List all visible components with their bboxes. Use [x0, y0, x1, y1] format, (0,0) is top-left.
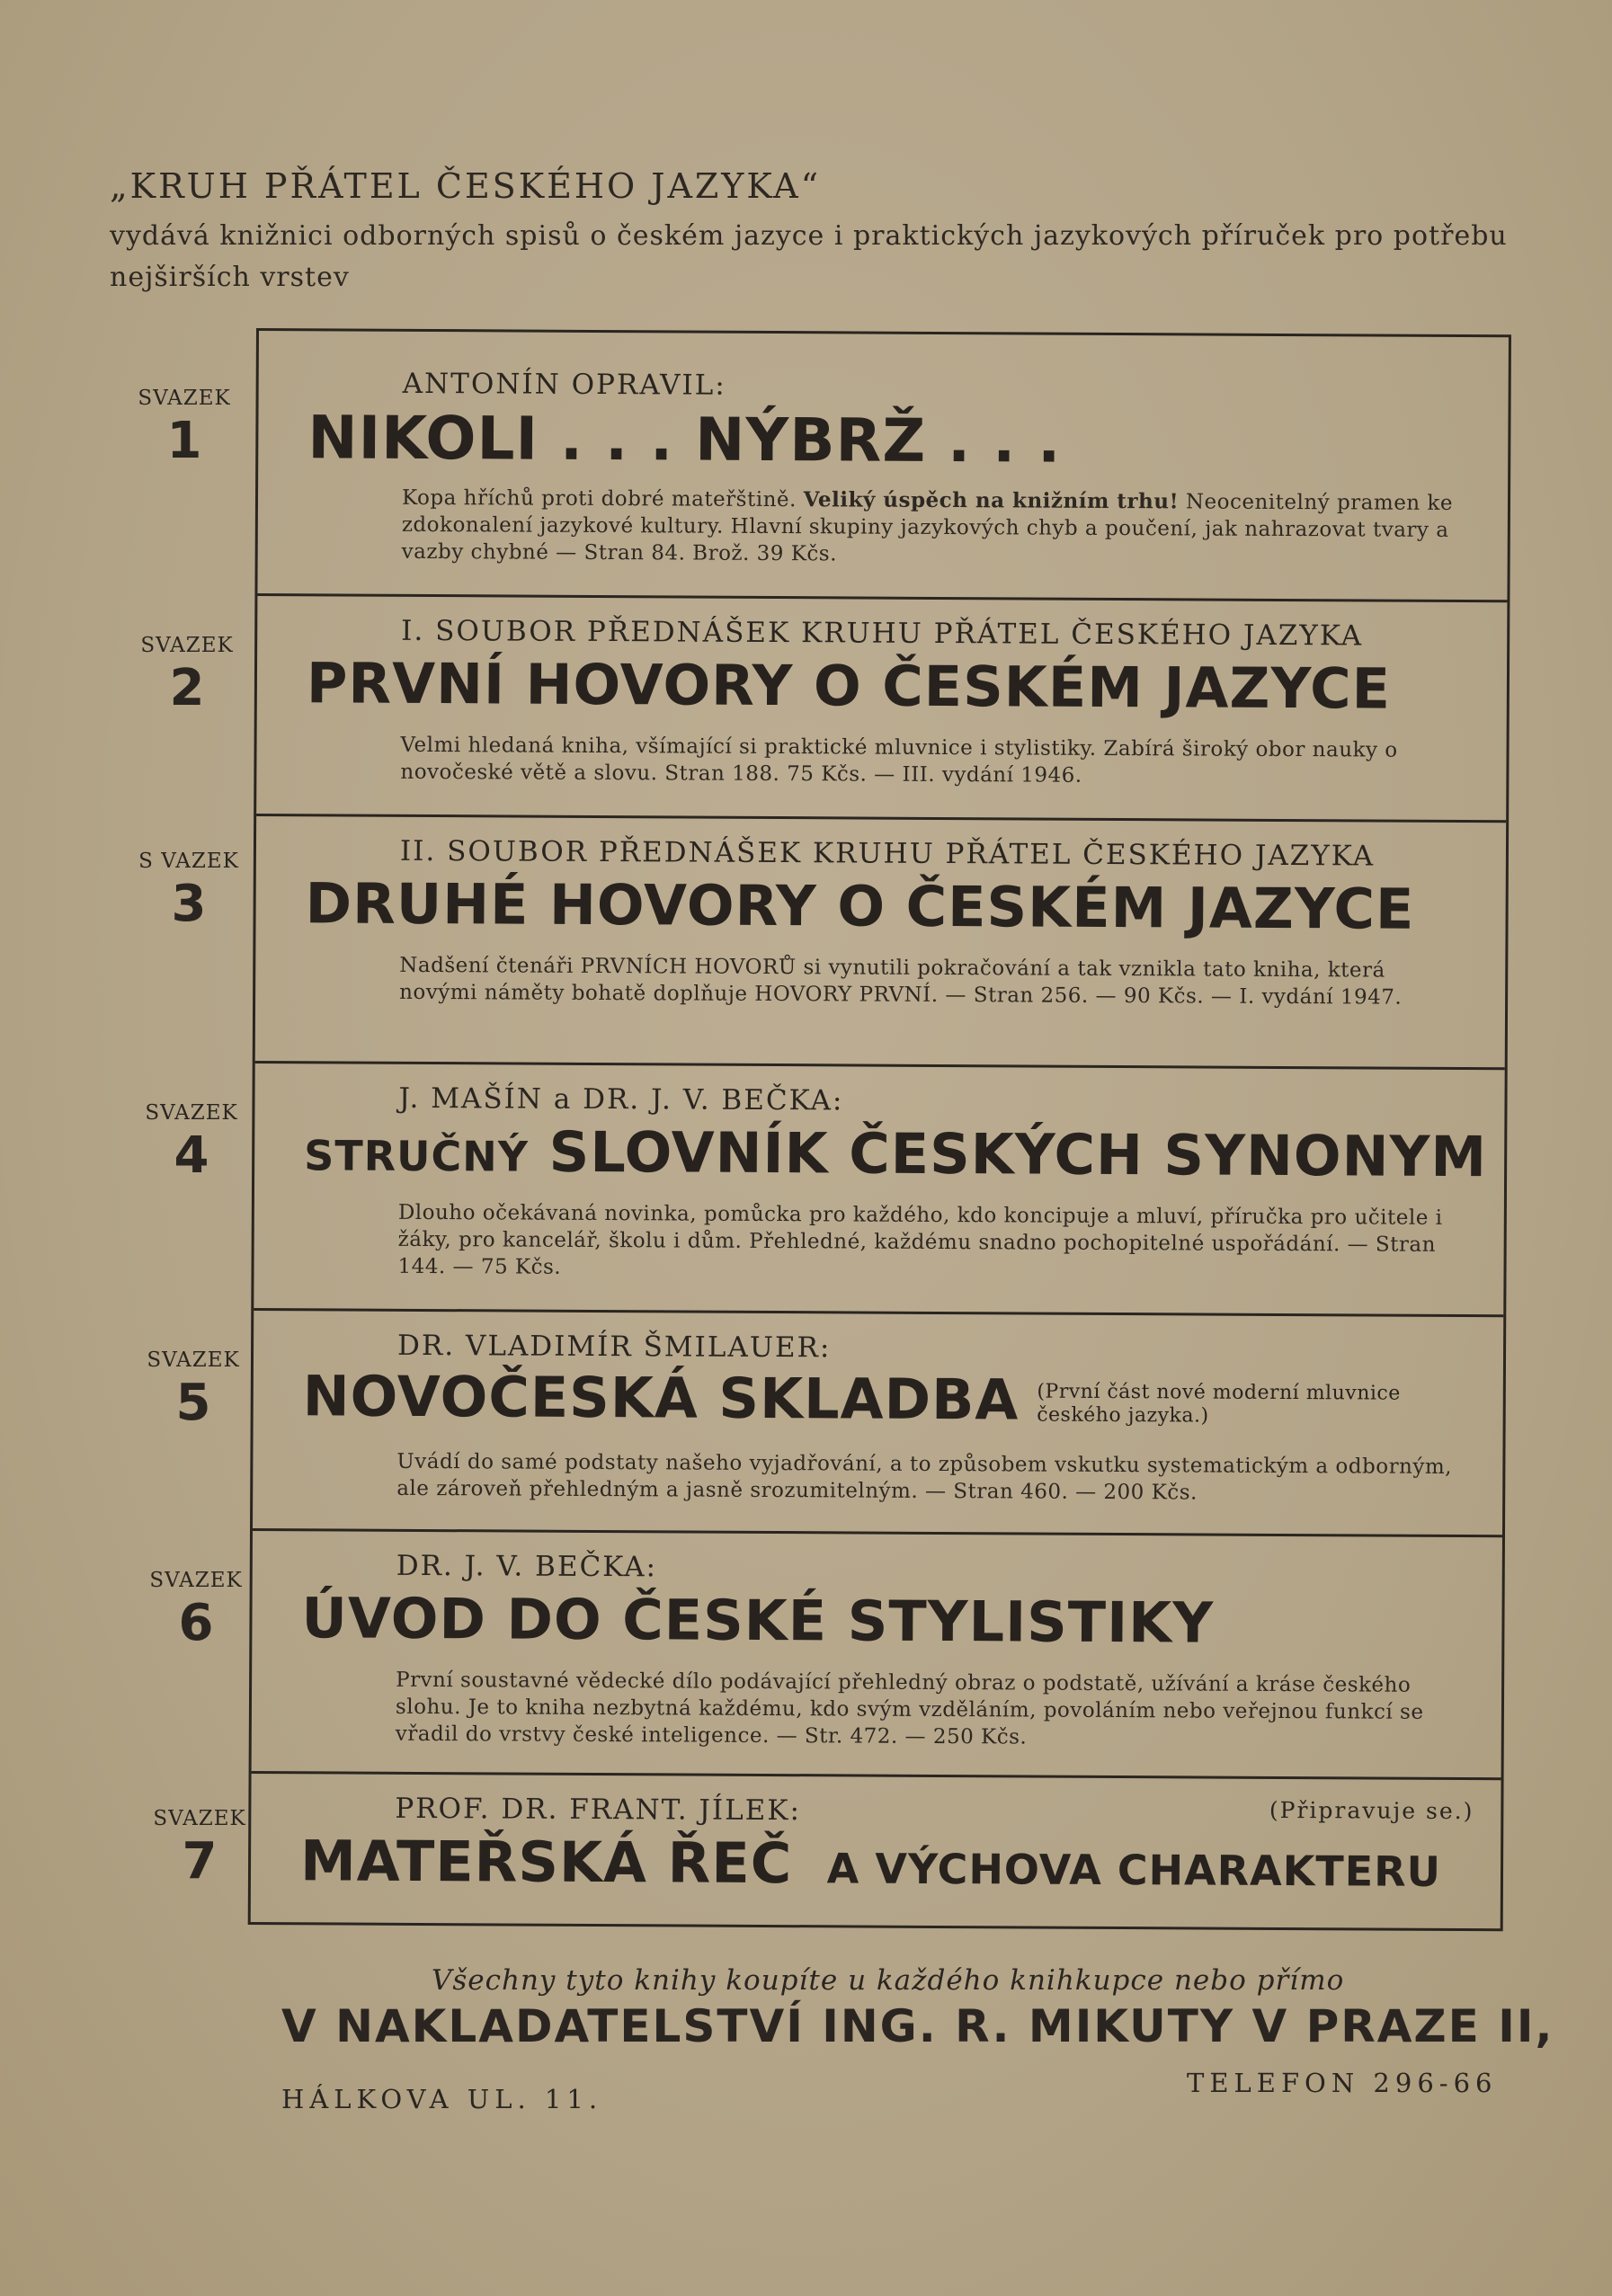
footer-note: Všechny tyto knihy koupíte u každého knihkupce nebo přímo: [432, 1964, 1345, 1997]
volume-label-text: SVAZEK: [153, 1807, 246, 1830]
volume-title: PRVNÍ HOVORY O ČESKÉM JAZYCE: [306, 650, 1392, 722]
volume-label-text: SVAZEK: [147, 1348, 240, 1372]
volume-entry-2: [256, 596, 1507, 823]
volume-entry-4: [254, 1063, 1504, 1317]
volume-label-text: SVAZEK: [140, 634, 234, 657]
footer-address: HÁLKOVA UL. 11.: [281, 2084, 603, 2114]
volume-title-main: NOVOČESKÁ SKLADBA: [302, 1363, 1020, 1433]
volume-label-1: [112, 387, 256, 470]
volume-label-5: [121, 1348, 265, 1432]
volume-description: První soustavné vědecké dílo podávající přehledný obraz o podstatě, užívání a kráse českého slohu. Je to kniha nezbytná každému, kdo svým vzděláním, povoláním nebo veřejnou funkcí se vřadil do vrstvy české inteligence. — Str. 472. — 250 Kčs.: [395, 1668, 1424, 1749]
volume-title-main: SLOVNÍK ČESKÝCH SYNONYM: [548, 1118, 1488, 1190]
footer-publisher: V NAKLADATELSTVÍ ING. R. MIKUTY V PRAZE II,: [281, 2000, 1554, 2052]
volume-author: I. SOUBOR PŘEDNÁŠEK KRUHU PŘÁTEL ČESKÉHO JAZYKA: [401, 614, 1364, 653]
volume-title-suffix: A VÝCHOVA CHARAKTERU: [826, 1844, 1442, 1896]
volume-label-4: [120, 1101, 263, 1185]
volume-description: Nadšení čtenáři PRVNÍCH HOVORŮ si vynutili pokračování a tak vznikla tato kniha, která novými náměty bohatě doplňuje HOVORY PRVNÍ. — Stran 256. — 90 Kčs. — I. vydání 1947.: [399, 953, 1403, 1010]
header-title: „KRUH PŘÁTEL ČESKÉHO JAZYKA“: [110, 166, 822, 206]
volume-number: 6: [178, 1594, 214, 1652]
volume-label-6: [124, 1569, 268, 1652]
volume-title-note: (První část nové moderní mluvnice českého jazyka.): [1037, 1380, 1401, 1428]
header-description: vydává knižnici odborných spisů o českém jazyce i praktických jazykových příruček pro potřebu nejširších vrstev: [110, 220, 1508, 293]
volume-label-text: SVAZEK: [138, 387, 231, 410]
volume-title: DRUHÉ HOVORY O ČESKÉM JAZYCE: [305, 870, 1415, 942]
volume-entry-5: [253, 1311, 1503, 1537]
volume-entry-7: [251, 1774, 1501, 1928]
volume-description: Uvádí do samé podstaty našeho vyjadřování, a to způsobem vskutku systematickým a odborným, ale zároveň přehledným a jasně srozumitelným. — Stran 460. — 200 Kčs.: [396, 1449, 1453, 1505]
volume-title-prefix: STRUČNÝ: [304, 1131, 530, 1181]
description-end: Neocenitelný pramen ke zdokonalení jazykové kultury. Hlavní skupiny jazykových chyb a poučení, jak nahrazovat tvary a vazby chybné — Stran 84. Brož. 39 Kčs.: [401, 490, 1454, 566]
volume-author: DR. J. V. BEČKA:: [396, 1549, 658, 1584]
volume-author: ANTONÍN OPRAVIL:: [402, 367, 726, 402]
volume-number: 5: [175, 1374, 211, 1432]
volume-label-2: [115, 634, 259, 717]
volume-number: 1: [166, 412, 202, 470]
volume-status: (Připravuje se.): [1269, 1796, 1474, 1825]
catalog-box: [248, 328, 1511, 1931]
footer-phone: TELEFON 296-66: [1187, 2068, 1498, 2098]
volume-entry-3: [255, 816, 1506, 1070]
volume-number: 3: [171, 875, 207, 933]
volume-description: Velmi hledaná kniha, všímající si praktické mluvnice i stylistiky. Zabírá široký obor nauky o novočeské větě a slovu. Stran 188. 75 Kčs. — III. vydání 1946.: [400, 733, 1398, 788]
volume-title: ÚVOD DO ČESKÉ STYLISTIKY: [301, 1585, 1215, 1656]
volume-description: [402, 485, 1463, 571]
volume-title: [300, 1828, 1441, 1900]
volume-number: 4: [174, 1126, 209, 1185]
volume-author: J. MAŠÍN a DR. J. V. BEČKA:: [398, 1081, 844, 1117]
volume-label-3: [117, 850, 261, 933]
volume-entry-6: [252, 1531, 1502, 1780]
volume-title: NIKOLI . . . NÝBRŽ . . .: [307, 403, 1062, 476]
volume-description: Dlouho očekávaná novinka, pomůcka pro každého, kdo koncipuje a mluví, příručka pro učitele i žáky, pro kancelář, školu i dům. Přehledné, každému snadno pochopitelné uspořádání. — Stran 144. — 75 Kčs.: [397, 1200, 1443, 1279]
description-start: Kopa hříchů proti dobré mateřštině.: [401, 485, 797, 512]
volume-number: 7: [182, 1832, 218, 1891]
volume-author: II. SOUBOR PŘEDNÁŠEK KRUHU PŘÁTEL ČESKÉHO JAZYKA: [399, 834, 1376, 873]
volume-author: PROF. DR. FRANT. JÍLEK:: [395, 1792, 802, 1828]
volume-number: 2: [169, 659, 205, 717]
volume-label-text: SVAZEK: [145, 1101, 238, 1125]
volume-title: [304, 1117, 1487, 1189]
volume-entry-1: [257, 331, 1509, 602]
volume-label-text: SVAZEK: [149, 1569, 243, 1592]
volume-title-main: MATEŘSKÁ ŘEČ: [299, 1828, 793, 1897]
description-highlight: Veliký úspěch na knižním trhu!: [803, 487, 1180, 514]
volume-title: [303, 1363, 1433, 1435]
volume-author: DR. VLADIMÍR ŠMILAUER:: [396, 1329, 832, 1365]
volume-label-text: S VAZEK: [138, 850, 239, 873]
